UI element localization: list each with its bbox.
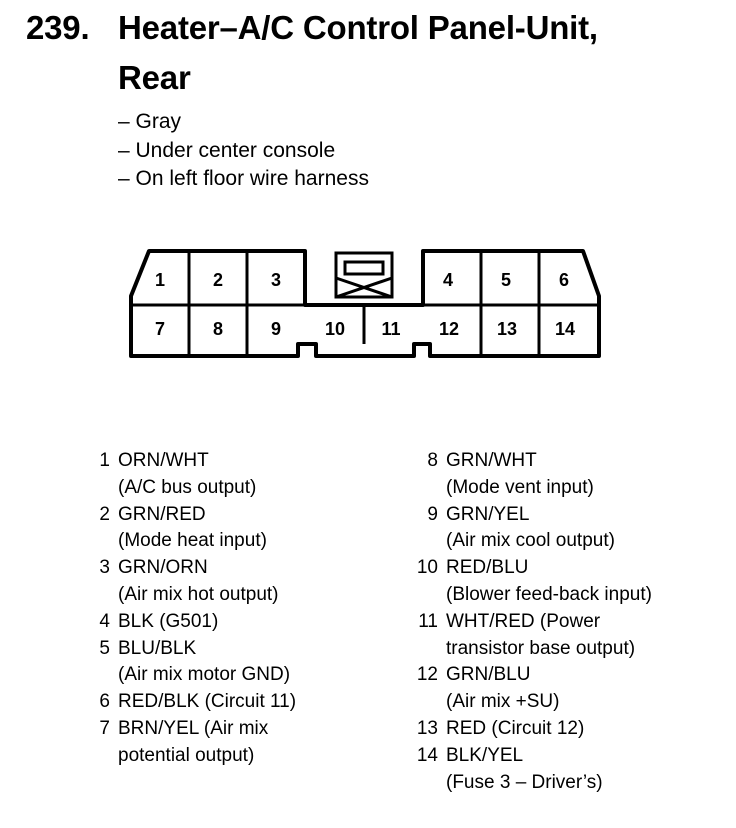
pin-description: potential output) — [118, 744, 255, 766]
title-line-2: Rear — [118, 59, 191, 96]
wire-color: WHT/RED (Power — [446, 610, 601, 632]
pin-description: (Air mix cool output) — [446, 530, 615, 552]
pin-number: 4 — [99, 610, 110, 632]
pin-entry — [416, 743, 652, 797]
pin-label-6: 6 — [558, 270, 570, 290]
pin-label-4: 4 — [442, 270, 454, 290]
pin-number: 8 — [427, 450, 438, 471]
pin-entry — [416, 662, 652, 716]
pin-list-right — [416, 448, 652, 796]
pin-number: 10 — [416, 557, 438, 579]
wire-color: GRN/YEL — [446, 503, 530, 525]
pin-label-2: 2 — [212, 270, 224, 290]
note-color: – Gray — [118, 110, 182, 133]
pin-number: 2 — [99, 503, 110, 525]
wire-color: BRN/YEL (Air mix — [118, 717, 269, 739]
pin-entry — [96, 689, 296, 716]
pin-entry — [416, 716, 652, 743]
pin-description: (Air mix hot output) — [118, 583, 279, 605]
pin-label-5: 5 — [500, 270, 512, 290]
note-harness: – On left floor wire harness — [118, 167, 369, 190]
pin-description: (Mode heat input) — [118, 530, 267, 552]
pin-label-8: 8 — [212, 319, 224, 339]
title-line-1: Heater–A/C Control Panel-Unit, — [118, 9, 598, 46]
wire-color: BLK/YEL — [446, 744, 524, 766]
pin-number: 13 — [416, 717, 438, 739]
pin-label-14: 14 — [554, 319, 576, 339]
pin-number: 1 — [99, 450, 110, 471]
pin-list-left — [96, 448, 296, 770]
pin-label-3: 3 — [270, 270, 282, 290]
wire-color: BLK (G501) — [118, 610, 219, 632]
pin-description: (Blower feed-back input) — [446, 583, 652, 605]
pin-label-13: 13 — [496, 319, 518, 339]
wire-color: GRN/ORN — [118, 557, 208, 579]
pin-label-12: 12 — [438, 319, 460, 339]
wire-color: RED (Circuit 12) — [446, 717, 585, 739]
wire-color: GRN/RED — [118, 503, 206, 525]
pin-number: 5 — [99, 637, 110, 659]
wire-color: GRN/BLU — [446, 664, 531, 686]
pin-number: 3 — [99, 557, 110, 579]
pin-number: 9 — [427, 503, 438, 525]
wire-color: GRN/WHT — [446, 450, 537, 471]
pin-description: (Mode vent input) — [446, 476, 594, 498]
pin-entry — [416, 555, 652, 609]
wire-color: BLU/BLK — [118, 637, 197, 659]
pin-entry — [424, 502, 652, 556]
pin-label-9: 9 — [270, 319, 282, 339]
pin-description: (Air mix +SU) — [446, 691, 560, 713]
pin-entry — [96, 448, 296, 502]
pin-label-1: 1 — [154, 270, 166, 290]
pin-description: transistor base output) — [446, 637, 636, 659]
pin-description: (Air mix motor GND) — [118, 664, 291, 686]
pin-number: 11 — [418, 610, 438, 632]
pin-description: (Fuse 3 – Driver’s) — [446, 771, 603, 793]
pin-entry — [96, 636, 296, 690]
title-number: 239. — [26, 9, 90, 46]
pin-number: 7 — [99, 717, 110, 739]
wire-color: RED/BLU — [446, 557, 529, 579]
pin-label-11: 11 — [381, 319, 401, 339]
locking-tab — [336, 253, 392, 297]
pin-entry — [96, 609, 296, 636]
pin-number: 14 — [416, 744, 438, 766]
pin-number: 6 — [99, 691, 110, 713]
pin-description: (A/C bus output) — [118, 476, 257, 498]
pin-entry — [96, 716, 296, 770]
note-location: – Under center console — [118, 138, 336, 162]
pin-entry — [418, 609, 652, 663]
pin-entry — [96, 502, 296, 556]
pin-entry — [96, 555, 296, 609]
wire-color: ORN/WHT — [118, 450, 209, 471]
pin-number: 12 — [416, 664, 438, 686]
pin-entry — [424, 448, 652, 502]
pin-label-7: 7 — [154, 319, 166, 339]
wire-color: RED/BLK (Circuit 11) — [118, 691, 297, 713]
pin-label-10: 10 — [324, 319, 346, 339]
